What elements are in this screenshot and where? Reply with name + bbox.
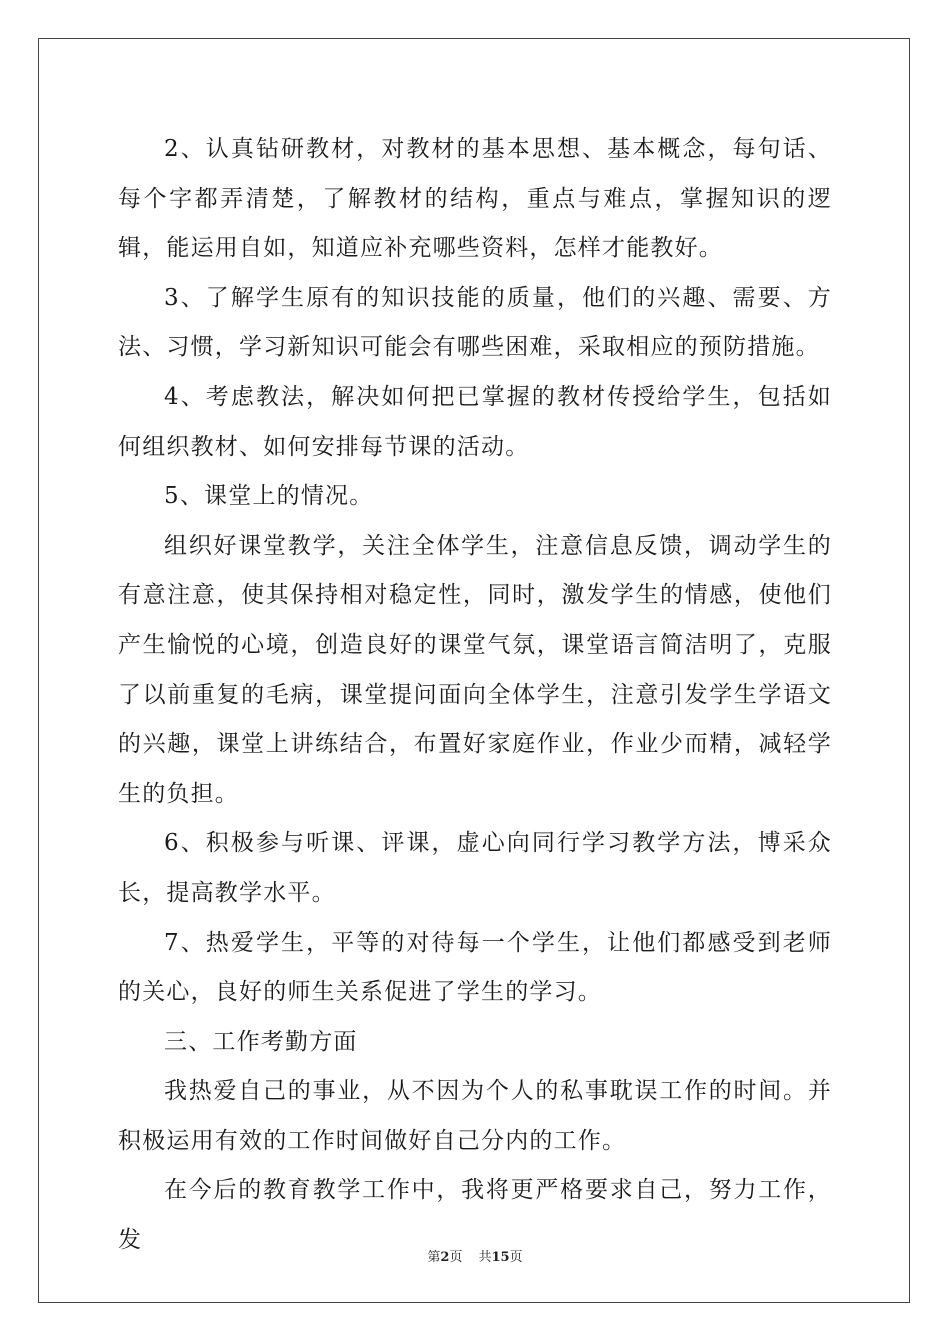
paragraph-item-2: 2、认真钻研教材，对教材的基本思想、基本概念，每句话、每个字都弄清楚，了解教材的结构，重点与难点，掌握知识的逻辑，能运用自如，知道应补充哪些资料，怎样才能教好。 [118, 136, 832, 262]
page-prefix: 第 [427, 1250, 441, 1265]
paragraph-item-4: 4、考虑教法，解决如何把已掌握的教材传授给学生，包括如何组织教材、如何安排每节课的活动。 [118, 383, 832, 460]
total-unit: 页 [509, 1250, 523, 1265]
paragraph-attendance: 我热爱自己的事业，从不因为个人的私事耽误工作的时间。并积极运用有效的工作时间做好自己分内的工作。 [118, 1078, 832, 1154]
total-prefix: 共 [478, 1250, 492, 1265]
page-footer [0, 1246, 950, 1265]
current-page-number: 2 [440, 1250, 450, 1265]
document-body [118, 125, 832, 1266]
section-heading-attendance: 三、工作考勤方面 [164, 1028, 358, 1055]
page-unit: 页 [449, 1250, 463, 1265]
paragraph-item-6: 6、积极参与听课、评课，虚心向同行学习教学方法，博采众长，提高教学水平。 [118, 830, 832, 906]
paragraph-item-5: 5、课堂上的情况。 [164, 483, 374, 510]
paragraph-item-7: 7、热爱学生，平等的对待每一个学生，让他们都感受到老师的关心，良好的师生关系促进了学生的学习。 [118, 929, 832, 1006]
paragraph-future: 在今后的教育教学工作中，我将更严格要求自己，努力工作，发 [118, 1177, 832, 1254]
total-page-count: 15 [491, 1250, 510, 1265]
paragraph-classroom: 组织好课堂教学，关注全体学生，注意信息反馈，调动学生的有意注意，使其保持相对稳定性，同时，激发学生的情感，使他们产生愉悦的心境，创造良好的课堂气氛，课堂语言简洁明了，克服了以前重复的毛病，课堂提问面向全体学生，注意引发学生学语文的兴趣，课堂上讲练结合，布置好家庭作业，作业少而精，减轻学生的负担。 [118, 532, 832, 807]
paragraph-item-3: 3、了解学生原有的知识技能的质量，他们的兴趣、需要、方法、习惯，学习新知识可能会有哪些困难，采取相应的预防措施。 [118, 284, 832, 361]
